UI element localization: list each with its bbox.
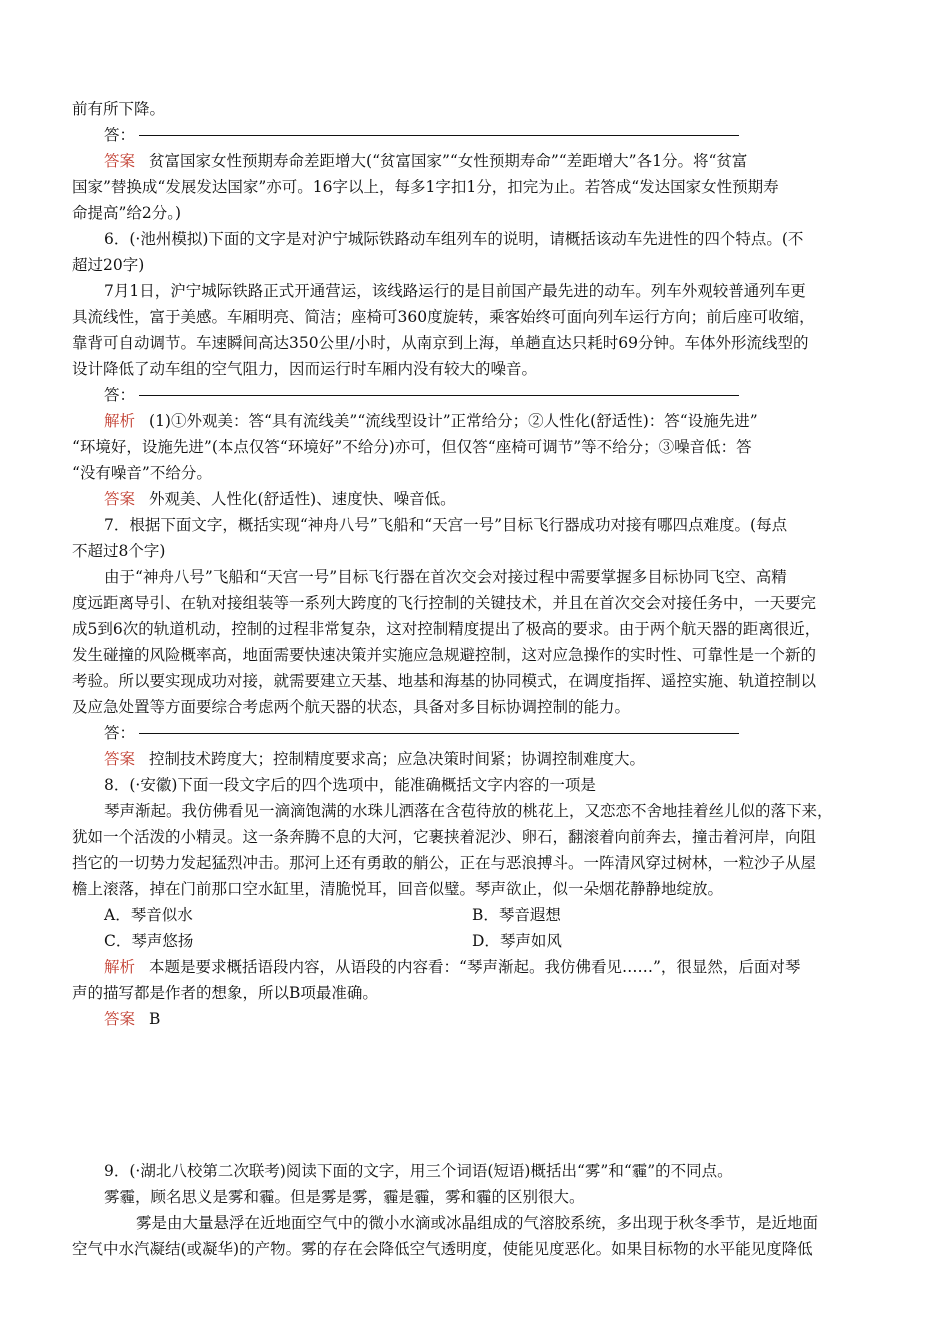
key-label: 答案 bbox=[104, 490, 136, 508]
q7-passage-line5: 考验。所以要实现成功对接，就需要建立天基、地基和海基的协同模式，在调度指挥、遥控实施、轨道控制以 bbox=[72, 672, 817, 690]
analysis-label: 解析 bbox=[104, 958, 136, 976]
q8-analysis: 解析 本题是要求概括语段内容，从语段的内容看：“琴声渐起。我仿佛看见……”，很显然，后面对琴 bbox=[104, 958, 801, 976]
q9-passage-line3: 空气中水汽凝结(或凝华)的产物。雾的存在会降低空气透明度，使能见度恶化。如果目标物的水平能见度降低 bbox=[72, 1240, 813, 1258]
q7-answer-line: 答： bbox=[104, 723, 739, 743]
q6-question-line2: 超过20字) bbox=[72, 256, 145, 274]
q8-passage-line3: 挡它的一切势力发起猛烈冲击。那河上还有勇敢的艄公，正在与恶浪搏斗。一阵清风穿过树林，一粒沙子从屋 bbox=[72, 854, 817, 872]
key-label: 答案 bbox=[104, 750, 136, 768]
q6-passage-line3: 靠背可自动调节。车速瞬间高达350公里/小时，从南京到上海，单趟直达只耗时69分钟。车体外形流线型的 bbox=[72, 334, 809, 352]
q6-passage-line1: 7月1日，沪宁城际铁路正式开通营运，该线路运行的是目前国产最先进的动车。列车外观较普通列车更 bbox=[104, 282, 806, 300]
q5-key-line3: 命提高”给2分。) bbox=[72, 204, 182, 222]
q7-passage-line4: 发生碰撞的风险概率高，地面需要快速决策并实施应急规避控制，这对应急操作的实时性、可靠性是一个新的 bbox=[72, 646, 817, 664]
key-label: 答案 bbox=[104, 152, 136, 170]
q6-answer-line: 答： bbox=[104, 385, 739, 405]
q7-question-line2: 不超过8个字) bbox=[72, 542, 166, 560]
q8-option-d: D．琴声如风 bbox=[472, 932, 562, 950]
q7-key: 答案 控制技术跨度大；控制精度要求高；应急决策时间紧；协调控制难度大。 bbox=[104, 750, 646, 768]
key-label: 答案 bbox=[104, 1010, 136, 1028]
q9-passage-line2: 雾是由大量悬浮在近地面空气中的微小水滴或冰晶组成的气溶胶系统，多出现于秋冬季节，是近地面 bbox=[136, 1214, 819, 1232]
q8-analysis-line2: 声的描写都是作者的想象，所以B项最准确。 bbox=[72, 984, 378, 1002]
q8-option-a: A．琴音似水 bbox=[104, 906, 193, 924]
q6-key: 答案 外观美、人性化(舒适性)、速度快、噪音低。 bbox=[104, 490, 456, 508]
q8-passage-line4: 檐上滚落，掉在门前那口空水缸里，清脆悦耳，回音似璧。琴声欲止，似一朵烟花静静地绽放。 bbox=[72, 880, 724, 898]
q5-key: 答案 贫富国家女性预期寿命差距增大(“贫富国家”“女性预期寿命”“差距增大”各1分。将“贫富 bbox=[104, 152, 748, 170]
q6-analysis-line3: “没有噪音”不给分。 bbox=[72, 464, 212, 482]
q7-passage-line1: 由于“神舟八号”飞船和“天宫一号”目标飞行器在首次交会对接过程中需要掌握多目标协同飞空、高精 bbox=[104, 568, 787, 586]
q8-passage-line2: 犹如一个活泼的小精灵。这一条奔腾不息的大河，它裹挟着泥沙、卵石，翻滚着向前奔去，撞击着河岸，向阻 bbox=[72, 828, 817, 846]
q5-key-line2: 国家”替换成“发展发达国家”亦可。16字以上，每多1字扣1分，扣完为止。若答成“发达国家女性预期寿 bbox=[72, 178, 779, 196]
q8-option-b: B．琴音遐想 bbox=[472, 906, 561, 924]
analysis-label: 解析 bbox=[104, 412, 136, 430]
q7-passage-line3: 成5到6次的轨道机动，控制的过程非常复杂，这对控制精度提出了极高的要求。由于两个航天器的距离很近， bbox=[72, 620, 821, 638]
q7-question: 7．根据下面文字，概括实现“神舟八号”飞船和“天宫一号”目标飞行器成功对接有哪四点难度。(每点 bbox=[104, 516, 788, 534]
q7-passage-line6: 及应急处置等方面要综合考虑两个航天器的状态，具备对多目标协调控制的能力。 bbox=[72, 698, 631, 716]
q8-option-c: C．琴声悠扬 bbox=[104, 932, 194, 950]
q6-question: 6．(·池州模拟)下面的文字是对沪宁城际铁路动车组列车的说明，请概括该动车先进性的四个特点。(不 bbox=[104, 230, 804, 248]
q6-analysis-line2: “环境好，设施先进”(本点仅答“环境好”不给分)亦可，但仅答“座椅可调节”等不给分；③噪音低：答 bbox=[72, 438, 752, 456]
q9-passage-line1: 雾霾，顾名思义是雾和霾。但是雾是雾，霾是霾，雾和霾的区别很大。 bbox=[104, 1188, 585, 1206]
q5-answer-line: 答： bbox=[104, 125, 739, 145]
q8-question: 8．(·安徽)下面一段文字后的四个选项中，能准确概括文字内容的一项是 bbox=[104, 776, 596, 794]
q5-tail: 前有所下降。 bbox=[72, 100, 166, 118]
q8-passage-line1: 琴声渐起。我仿佛看见一滴滴饱满的水珠儿洒落在含苞待放的桃花上，又恋恋不舍地挂着丝儿似的落下来， bbox=[104, 802, 833, 820]
q6-analysis: 解析 (1)①外观美：答“具有流线美”“流线型设计”正常给分；②人性化(舒适性)：答“设施先进” bbox=[104, 412, 758, 430]
q9-question: 9．(·湖北八校第二次联考)阅读下面的文字，用三个词语(短语)概括出“雾”和“霾”的不同点。 bbox=[104, 1162, 733, 1180]
q6-passage-line4: 设计降低了动车组的空气阻力，因而运行时车厢内没有较大的噪音。 bbox=[72, 360, 538, 378]
q6-passage-line2: 具流线性，富于美感。车厢明亮、简洁；座椅可360度旋转，乘客始终可面向列车运行方向；前后座可收缩， bbox=[72, 308, 815, 326]
q8-key: 答案 B bbox=[104, 1010, 161, 1028]
q7-passage-line2: 度远距离导引、在轨对接组装等一系列大跨度的飞行控制的关键技术，并且在首次交会对接任务中，一天要完 bbox=[72, 594, 817, 612]
